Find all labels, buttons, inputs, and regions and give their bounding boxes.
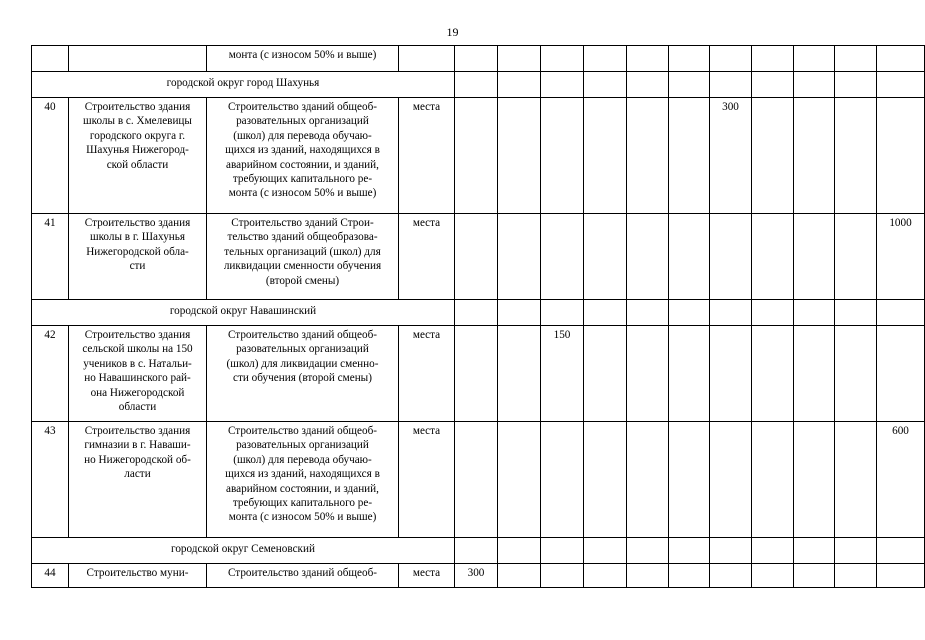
table-row	[32, 326, 925, 422]
cell-value	[627, 300, 669, 326]
cell-description	[207, 564, 399, 588]
cell-unit: места	[399, 98, 455, 214]
description-line: Строительство зданий общеоб-	[227, 329, 377, 341]
cell-num: 44	[32, 564, 69, 588]
object-line: школы в г. Шахунья	[89, 231, 186, 244]
description-line: требующих капитального ре-	[232, 173, 373, 186]
object-line: Строительство муни-	[86, 567, 189, 579]
object-line: сти	[129, 260, 146, 273]
description-line: тельных организаций (школ) для	[224, 245, 381, 258]
object-line: Строительство здания	[84, 425, 191, 437]
cell-value	[835, 46, 877, 72]
cell-value	[541, 98, 584, 214]
cell-num: 43	[32, 422, 69, 538]
table-row	[32, 98, 925, 214]
object-line: учеников в с. Натальи-	[83, 357, 192, 370]
cell-value	[752, 72, 794, 98]
object-line: но Нижегородской об-	[84, 453, 191, 466]
object-line: гимназии в г. Наваши-	[84, 439, 191, 452]
description-line: Строительство зданий общеоб-	[227, 425, 377, 437]
description-line: щихся из зданий, находящихся в	[225, 468, 380, 481]
cell-value	[710, 46, 752, 72]
cell-value	[584, 326, 627, 422]
cell-value	[752, 538, 794, 564]
object-line: школы в с. Хмелевицы	[83, 115, 192, 128]
cell-value	[627, 422, 669, 538]
cell-value	[455, 538, 498, 564]
cell-value	[669, 46, 710, 72]
cell-value	[877, 72, 925, 98]
description-line: (школ) для ликвидации сменно-	[226, 357, 379, 370]
object-line: Нижегородской обла-	[86, 245, 189, 258]
cell-value: 150	[541, 326, 584, 422]
cell-unit: места	[399, 214, 455, 300]
group-title	[32, 72, 455, 98]
cell-value	[794, 72, 835, 98]
cell-unit: места	[399, 564, 455, 588]
cell-unit: места	[399, 422, 455, 538]
table-row	[32, 564, 925, 588]
description-line: Строительство зданий Строи-	[231, 217, 374, 229]
group-title	[32, 538, 455, 564]
cell-value	[835, 422, 877, 538]
cell-unit	[399, 46, 455, 72]
cell-value	[669, 300, 710, 326]
cell-value	[794, 538, 835, 564]
cell-value	[498, 46, 541, 72]
cell-value	[584, 214, 627, 300]
table-body	[32, 46, 925, 588]
cell-value	[710, 72, 752, 98]
cell-value	[835, 72, 877, 98]
cell-value	[455, 46, 498, 72]
object-line: городского округа г.	[89, 129, 186, 142]
description-line: разовательных организаций	[236, 343, 369, 356]
description-line: ликвидации сменности обучения	[223, 260, 382, 273]
cell-value	[627, 326, 669, 422]
cell-value	[710, 564, 752, 588]
object-line: ской области	[106, 158, 169, 171]
object-line: области	[118, 401, 157, 414]
program-table	[31, 45, 925, 588]
cell-value	[455, 422, 498, 538]
cell-value	[877, 300, 925, 326]
cell-object	[69, 98, 207, 214]
description-line: Строительство зданий общеоб-	[227, 567, 377, 579]
cell-value	[710, 300, 752, 326]
cell-value	[669, 214, 710, 300]
group-title-text: городской округ Семеновский	[171, 543, 315, 555]
cell-value	[710, 326, 752, 422]
cell-value	[794, 564, 835, 588]
table-row	[32, 422, 925, 538]
cell-value	[752, 422, 794, 538]
cell-value	[752, 300, 794, 326]
cell-value	[752, 214, 794, 300]
cell-value	[541, 72, 584, 98]
cell-value	[498, 564, 541, 588]
group-header-row	[32, 300, 925, 326]
cell-value	[455, 214, 498, 300]
cell-value	[541, 300, 584, 326]
cell-value	[541, 46, 584, 72]
page-number: 19	[446, 25, 459, 39]
cell-value	[627, 564, 669, 588]
cell-value	[835, 326, 877, 422]
cell-value	[584, 98, 627, 214]
cell-description: монта (с износом 50% и выше)	[207, 46, 399, 72]
group-header-row	[32, 538, 925, 564]
cell-value	[627, 538, 669, 564]
object-line: она Нижегородской	[90, 386, 185, 399]
cell-num: 40	[32, 98, 69, 214]
cell-num	[32, 46, 69, 72]
cell-value	[710, 422, 752, 538]
cell-value: 300	[455, 564, 498, 588]
cell-value	[584, 300, 627, 326]
cell-value: 1000	[877, 214, 925, 300]
cell-object	[69, 422, 207, 538]
description-line: монта (с износом 50% и выше)	[228, 187, 377, 200]
description-line: Строительство зданий общеоб-	[227, 101, 377, 113]
description-line: (второй смены)	[265, 274, 340, 287]
cell-value	[627, 46, 669, 72]
cell-value	[835, 98, 877, 214]
cell-description	[207, 326, 399, 422]
cell-value	[627, 98, 669, 214]
object-line: но Навашинского рай-	[84, 372, 191, 385]
cell-value	[498, 214, 541, 300]
description-line: щихся из зданий, находящихся в	[225, 144, 380, 157]
description-line: аварийном состоянии, и зданий,	[226, 158, 379, 171]
cell-value	[455, 300, 498, 326]
cell-value	[455, 326, 498, 422]
cell-value	[584, 422, 627, 538]
cell-value: 600	[877, 422, 925, 538]
cell-value	[835, 214, 877, 300]
description-line: требующих капитального ре-	[232, 497, 373, 510]
cell-value	[794, 422, 835, 538]
cell-value	[669, 422, 710, 538]
cell-value	[455, 72, 498, 98]
continuation-row	[32, 46, 925, 72]
cell-value	[794, 300, 835, 326]
cell-value	[710, 538, 752, 564]
object-line: Строительство здания	[84, 101, 191, 113]
group-title-text: городской округ Навашинский	[169, 305, 317, 317]
cell-value	[752, 564, 794, 588]
cell-unit: места	[399, 326, 455, 422]
group-title-text: городской округ город Шахунья	[166, 77, 320, 89]
cell-value	[498, 538, 541, 564]
cell-value	[794, 214, 835, 300]
cell-value	[794, 46, 835, 72]
cell-value	[835, 564, 877, 588]
cell-value	[584, 72, 627, 98]
cell-value	[835, 538, 877, 564]
cell-value	[498, 422, 541, 538]
cell-object	[69, 46, 207, 72]
cell-object	[69, 564, 207, 588]
cell-value	[584, 564, 627, 588]
cell-description	[207, 422, 399, 538]
cell-value	[498, 98, 541, 214]
description-line: (школ) для перевода обучаю-	[233, 129, 372, 142]
description-line: аварийном состоянии, и зданий,	[226, 482, 379, 495]
cell-value	[541, 564, 584, 588]
object-line: ласти	[124, 468, 151, 481]
description-line: монта (с износом 50% и выше)	[228, 511, 377, 524]
cell-value	[669, 98, 710, 214]
cell-value	[877, 98, 925, 214]
object-line: Строительство здания	[84, 217, 191, 229]
cell-value	[627, 214, 669, 300]
cell-value	[498, 300, 541, 326]
cell-value	[877, 538, 925, 564]
cell-value	[584, 538, 627, 564]
cell-value	[498, 326, 541, 422]
cell-value	[710, 214, 752, 300]
description-line: разовательных организаций	[236, 115, 369, 128]
cell-value: 300	[710, 98, 752, 214]
cell-value	[455, 98, 498, 214]
cell-description	[207, 214, 399, 300]
cell-value	[669, 72, 710, 98]
cell-num: 41	[32, 214, 69, 300]
object-line: сельской школы на 150	[82, 343, 193, 356]
cell-value	[669, 538, 710, 564]
cell-value	[752, 46, 794, 72]
cell-value	[498, 72, 541, 98]
cell-description	[207, 98, 399, 214]
cell-num: 42	[32, 326, 69, 422]
description-line: сти обучения (второй смены)	[233, 372, 372, 385]
cell-value	[877, 326, 925, 422]
description-line: тельство зданий общеобразова-	[227, 231, 378, 244]
cell-value	[669, 564, 710, 588]
cell-value	[541, 214, 584, 300]
cell-value	[541, 422, 584, 538]
cell-value	[794, 98, 835, 214]
description-line: разовательных организаций	[236, 439, 369, 452]
cell-value	[584, 46, 627, 72]
group-title	[32, 300, 455, 326]
cell-object	[69, 214, 207, 300]
object-line: Строительство здания	[84, 329, 191, 341]
cell-object	[69, 326, 207, 422]
cell-value	[752, 326, 794, 422]
object-line: Шахунья Нижегород-	[86, 144, 189, 157]
cell-value	[752, 98, 794, 214]
cell-value	[627, 72, 669, 98]
cell-value	[835, 300, 877, 326]
cell-value	[794, 326, 835, 422]
description-line: (школ) для перевода обучаю-	[233, 453, 372, 466]
table-row	[32, 214, 925, 300]
cell-value	[669, 326, 710, 422]
group-header-row	[32, 72, 925, 98]
cell-value	[541, 538, 584, 564]
cell-value	[877, 46, 925, 72]
cell-value	[877, 564, 925, 588]
